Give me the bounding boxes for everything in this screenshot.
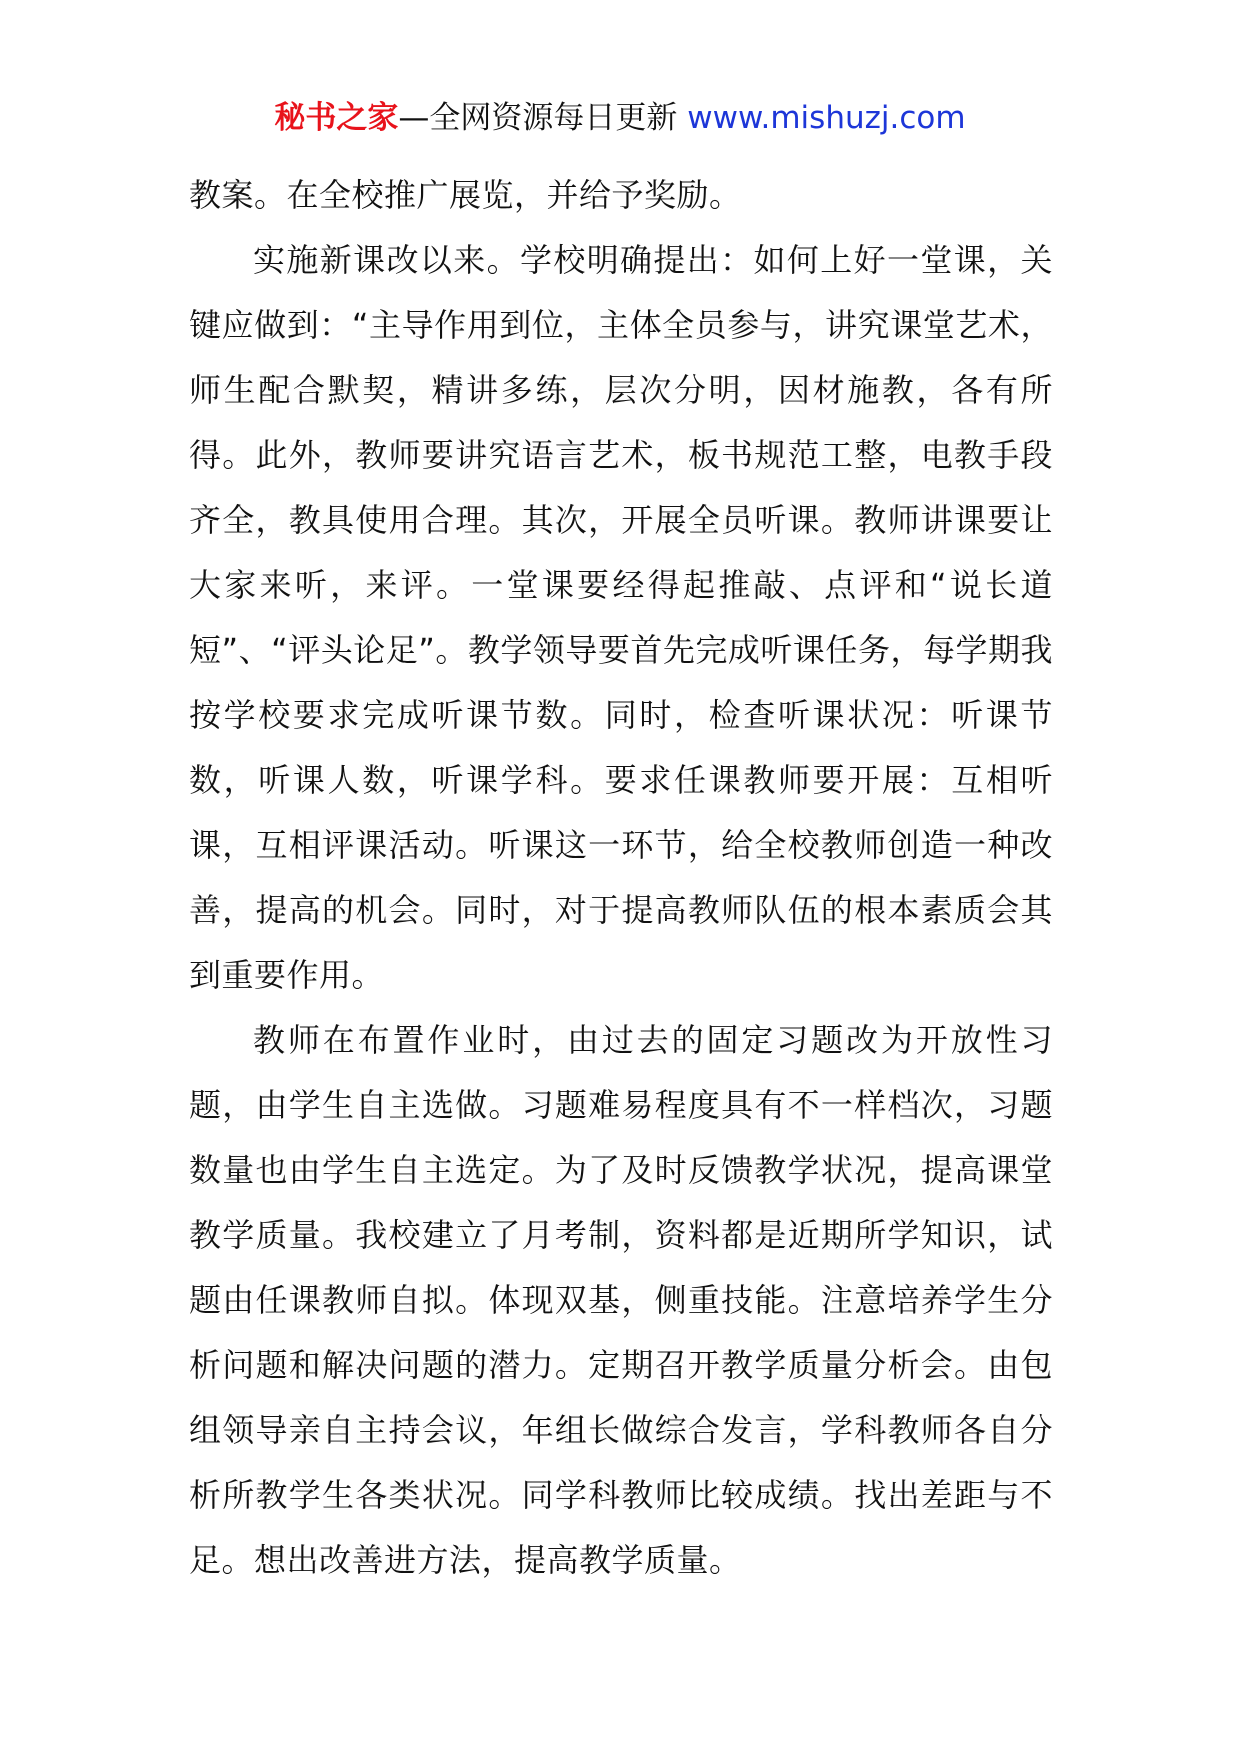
brand-name: 秘书之家 — [274, 100, 399, 136]
paragraph-new-curriculum: 实施新课改以来。学校明确提出：如何上好一堂课，关键应做到：“主导作用到位，主体全员参与，讲究课堂艺术，师生配合默契，精讲多练，层次分明，因材施教，各有所得。此外，教师要讲究语言艺术，板书规范工整，电教手段齐全，教具使用合理。其次，开展全员听课。教师讲课要让大家来听，来评。一堂课要经得起推敲、点评和“说长道短”、“评头论足”。教学领导要首先完成听课任务，每学期我按学校要求完成听课节数。同时，检查听课状况：听课节数，听课人数，听课学科。要求任课教师要开展：互相听课，互相评课活动。听课这一环节，给全校教师创造一种改善，提高的机会。同时，对于提高教师队伍的根本素质会其到重要作用。 — [189, 241, 1053, 994]
header-tagline: —全网资源每日更新 — [398, 100, 678, 136]
website-link[interactable]: www.mishuzj.com — [687, 100, 966, 136]
page-header — [0, 98, 1240, 138]
paragraph-continuation: 教案。在全校推广展览，并给予奖励。 — [189, 176, 742, 214]
document-body — [189, 163, 1053, 1593]
paragraph-homework: 教师在布置作业时，由过去的固定习题改为开放性习题，由学生自主选做。习题难易程度具有不一样档次，习题数量也由学生自主选定。为了及时反馈教学状况，提高课堂教学质量。我校建立了月考制，资料都是近期所学知识，试题由任课教师自拟。体现双基，侧重技能。注意培养学生分析问题和解决问题的潜力。定期召开教学质量分析会。由包组领导亲自主持会议，年组长做综合发言，学科教师各自分析所教学生各类状况。同学科教师比较成绩。找出差距与不足。想出改善进方法，提高教学质量。 — [189, 1021, 1053, 1579]
